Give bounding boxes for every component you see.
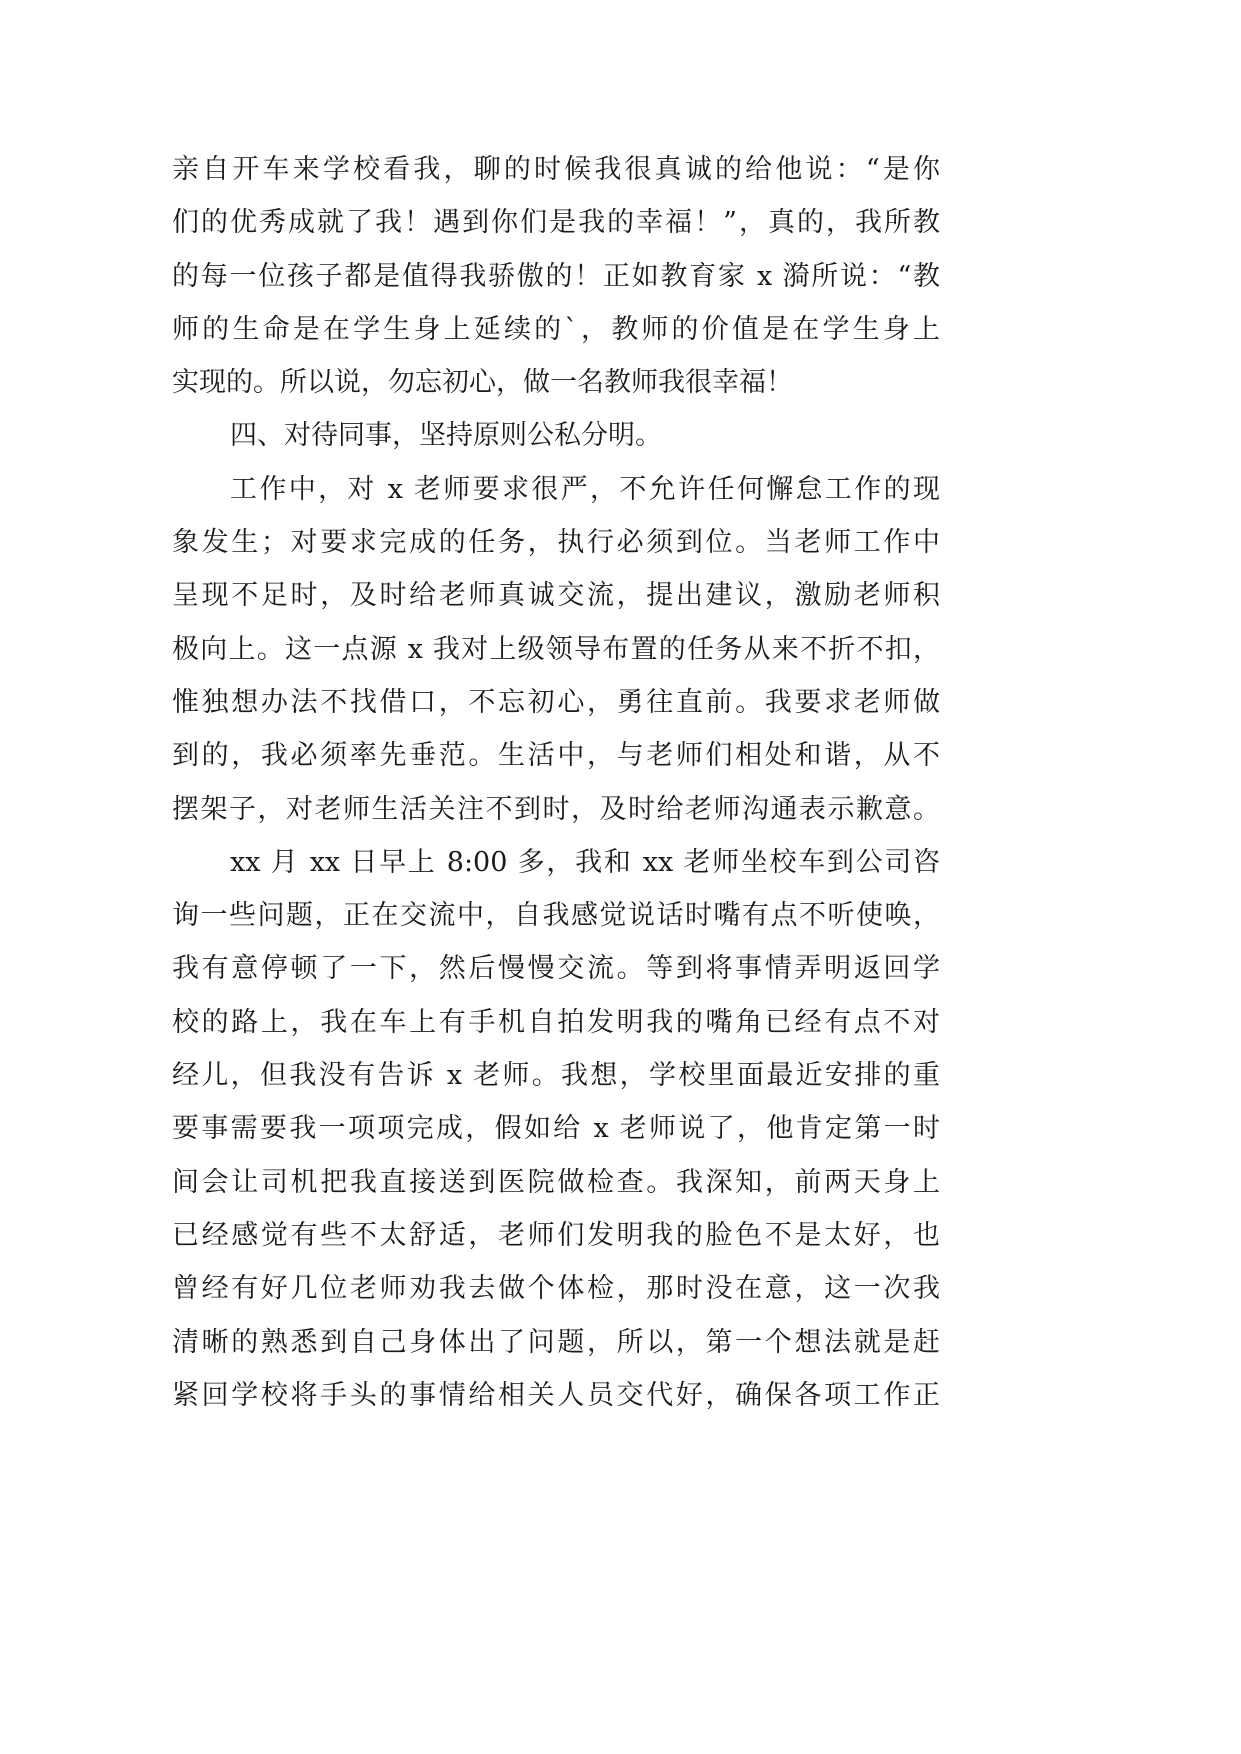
text-line: 工作中，对 x 老师要求很严，不允许任何懈怠工作的现 xyxy=(230,473,940,505)
text-line: 到的，我必须率先垂范。生活中，与老师们相处和谐，从不 xyxy=(172,740,940,772)
text-line: 的每一位孩子都是值得我骄傲的！正如教育家 x 漪所说：“教 xyxy=(172,260,940,292)
text-line: 校的路上，我在车上有手机自拍发明我的嘴角已经有点不对 xyxy=(172,1006,940,1038)
body-text xyxy=(172,143,940,1422)
text-line: 间会让司机把我直接送到医院做检查。我深知，前两天身上 xyxy=(172,1166,940,1198)
text-line: 师的生命是在学生身上延续的`，教师的价值是在学生身上 xyxy=(172,313,940,345)
text-line: 象发生；对要求完成的任务，执行必须到位。当老师工作中 xyxy=(172,527,940,559)
text-line: 已经感觉有些不太舒适，老师们发明我的脸色不是太好，也 xyxy=(172,1219,940,1251)
text-line: 实现的。所以说，勿忘初心，做一名教师我很幸福！ xyxy=(172,367,793,399)
text-line: xx 月 xx 日早上 8:00 多，我和 xx 老师坐校车到公司咨 xyxy=(230,846,940,878)
text-line: 要事需要我一项项完成，假如给 x 老师说了，他肯定第一时 xyxy=(172,1113,940,1145)
text-line: 紧回学校将手头的事情给相关人员交代好，确保各项工作正 xyxy=(172,1379,940,1411)
text-line: 曾经有好几位老师劝我去做个体检，那时没在意，这一次我 xyxy=(172,1273,940,1305)
text-line: 我有意停顿了一下，然后慢慢交流。等到将事情弄明返回学 xyxy=(172,953,940,985)
section-heading: 四、对待同事，坚持原则公私分明。 xyxy=(230,420,662,452)
text-line: 摆架子，对老师生活关注不到时，及时给老师沟通表示歉意。 xyxy=(172,793,940,825)
text-line: 经儿，但我没有告诉 x 老师。我想，学校里面最近安排的重 xyxy=(172,1060,940,1092)
text-line: 惟独想办法不找借口，不忘初心，勇往直前。我要求老师做 xyxy=(172,686,940,718)
text-line: 询一些问题，正在交流中，自我感觉说话时嘴有点不听使唤， xyxy=(172,900,940,932)
text-line: 们的优秀成就了我！遇到你们是我的幸福！”，真的，我所教 xyxy=(172,207,940,239)
text-line: 亲自开车来学校看我，聊的时候我很真诚的给他说：“是你 xyxy=(172,154,940,185)
text-line: 清晰的熟悉到自己身体出了问题，所以，第一个想法就是赶 xyxy=(172,1326,940,1358)
text-line: 极向上。这一点源 x 我对上级领导布置的任务从来不折不扣， xyxy=(172,633,940,665)
text-line: 呈现不足时，及时给老师真诚交流，提出建议，激励老师积 xyxy=(172,580,940,612)
